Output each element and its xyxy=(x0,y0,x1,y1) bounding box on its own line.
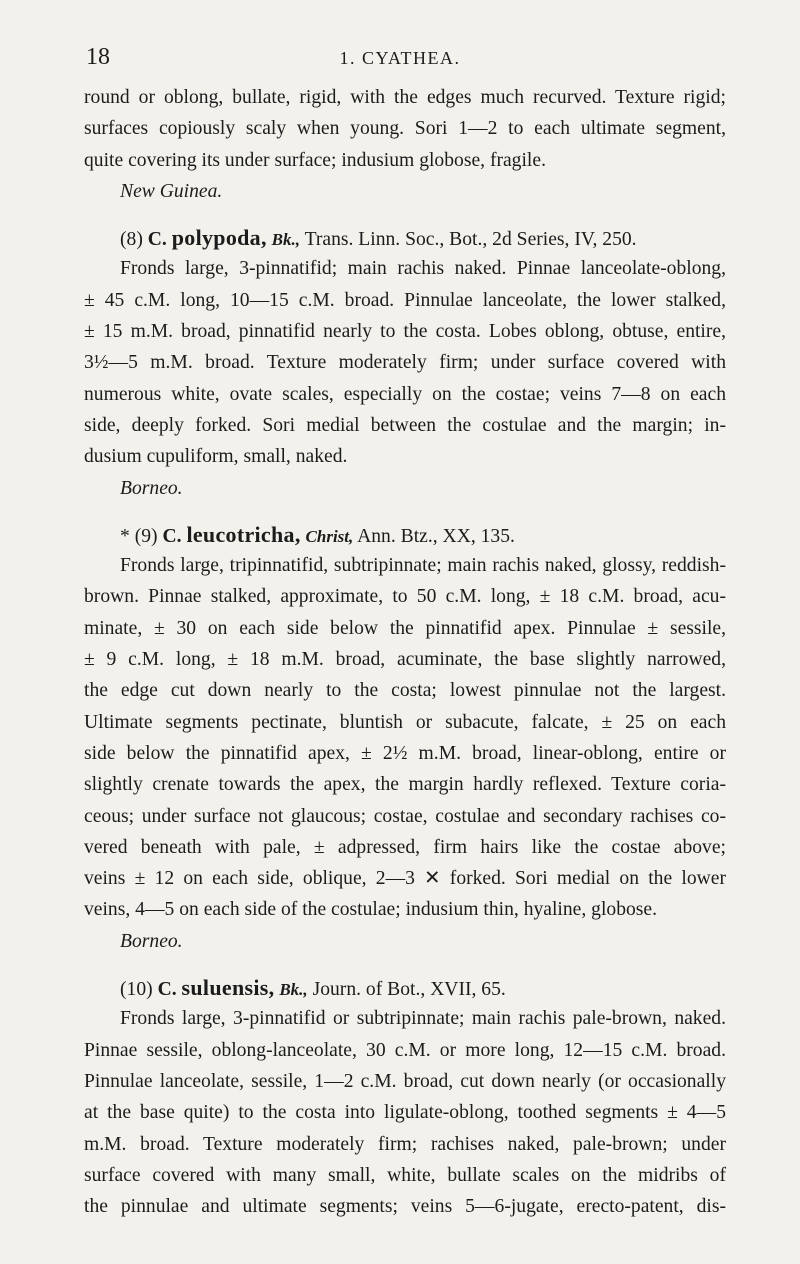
species-number: (10) xyxy=(120,979,153,1001)
text-line: vered beneath with pale, ± adpressed, firm hairs like the costae above; xyxy=(84,836,726,858)
text-line: side, deeply forked. Sori medial between the costulae and the margin; in- xyxy=(84,414,726,436)
text-line: quite covering its under surface; indusium globose, fragile. xyxy=(84,149,546,171)
text-line: brown. Pinnae stalked, approximate, to 50 c.M. long, ± 18 c.M. broad, acu- xyxy=(84,586,726,608)
citation: Trans. Linn. Soc., Bot., 2d Series, IV, 250. xyxy=(304,229,637,251)
citation: Ann. Btz., XX, 135. xyxy=(357,525,515,547)
species-author: Christ, xyxy=(305,526,354,546)
text-line: ± 15 m.M. broad, pinnatifid nearly to the costa. Lobes oblong, obtuse, entire, xyxy=(84,321,726,343)
locality: Borneo. xyxy=(120,477,183,499)
text-line: side below the pinnatifid apex, ± 2½ m.M. broad, linear-oblong, entire or xyxy=(84,742,726,764)
text-line: at the base quite) to the costa into ligulate-oblong, toothed segments ± 4—5 xyxy=(84,1102,726,1124)
text-line: Fronds large, 3-pinnatifid; main rachis naked. Pinnae lanceolate-oblong, xyxy=(120,258,726,280)
species-epithet: suluensis, xyxy=(181,975,275,1001)
text-line: dusium cupuliform, small, naked. xyxy=(84,446,348,468)
text-line: Fronds large, tripinnatifid, subtripinnate; main rachis naked, glossy, reddish- xyxy=(120,555,726,577)
species-epithet: polypoda, xyxy=(171,225,267,251)
species-number: (8) xyxy=(120,229,143,251)
text-line: the edge cut down nearly to the costa; lowest pinnulae not the largest. xyxy=(84,680,726,702)
text-line: Fronds large, 3-pinnatifid or subtripinnate; main rachis pale-brown, naked. xyxy=(120,1008,726,1030)
text-line: ± 9 c.M. long, ± 18 m.M. broad, acuminate, the base slightly narrowed, xyxy=(84,649,726,671)
text-line: the pinnulae and ultimate segments; veins 5—6-jugate, erecto-patent, dis- xyxy=(84,1196,726,1218)
text-line: Pinnae sessile, oblong-lanceolate, 30 c.M. or more long, 12—15 c.M. broad. xyxy=(84,1039,726,1061)
species-author: Bk., xyxy=(271,230,301,250)
species-heading xyxy=(84,519,726,550)
species-entry-9 xyxy=(84,519,726,957)
text-line: minate, ± 30 on each side below the pinnatifid apex. Pinnulae ± sessile, xyxy=(84,617,726,639)
species-heading xyxy=(84,972,726,1003)
page-number: 18 xyxy=(86,44,110,70)
text-line: Pinnulae lanceolate, sessile, 1—2 c.M. broad, cut down nearly (or occasionally xyxy=(84,1070,726,1092)
text-line: round or oblong, bullate, rigid, with the edges much recurved. Texture rigid; xyxy=(84,87,726,108)
running-title: 1. CYATHEA. xyxy=(339,48,461,68)
text-line: surface covered with many small, white, bullate scales on the midribs of xyxy=(84,1164,726,1186)
species-number: (9) xyxy=(134,525,158,547)
text-line: ± 45 c.M. long, 10—15 c.M. broad. Pinnulae lanceolate, the lower stalked, xyxy=(84,289,726,311)
text-line: ceous; under surface not glaucous; costae, costulae and secondary rachises co- xyxy=(84,805,726,827)
text-line: 3½—5 m.M. broad. Texture moderately firm; under surface covered with xyxy=(84,352,726,374)
genus-abbrev: C. xyxy=(162,525,182,547)
species-epithet: leucotricha, xyxy=(186,521,301,547)
species-author: Bk., xyxy=(279,980,308,1000)
text-line: surfaces copiously scaly when young. Sori 1—2 to each ultimate segment, xyxy=(84,118,726,140)
text-line: slightly crenate towards the apex, the margin hardly reflexed. Texture coria- xyxy=(84,774,726,796)
genus-abbrev: C. xyxy=(147,229,167,251)
species-entry-8 xyxy=(84,222,726,504)
locality: New Guinea. xyxy=(120,180,223,202)
page-header xyxy=(70,44,730,74)
page-body xyxy=(84,82,726,1222)
text-line: m.M. broad. Texture moderately firm; rachises naked, pale-brown; under xyxy=(84,1133,726,1155)
genus-abbrev: C. xyxy=(157,979,177,1001)
species-entry-10 xyxy=(84,972,726,1222)
text-line: numerous white, ovate scales, especially on the costae; veins 7—8 on each xyxy=(84,383,726,405)
text-line: veins ± 12 on each side, oblique, 2—3 ✕ forked. Sori medial on the lower xyxy=(84,868,726,890)
text-line: Ultimate segments pectinate, bluntish or subacute, falcate, ± 25 on each xyxy=(84,711,726,733)
continuation-paragraph xyxy=(84,82,726,207)
asterisk-mark: * xyxy=(120,525,130,547)
species-heading xyxy=(84,222,726,253)
citation: Journ. of Bot., XVII, 65. xyxy=(312,979,506,1001)
text-line: veins, 4—5 on each side of the costulae; indusium thin, hyaline, globose. xyxy=(84,899,658,921)
locality: Borneo. xyxy=(120,930,183,952)
